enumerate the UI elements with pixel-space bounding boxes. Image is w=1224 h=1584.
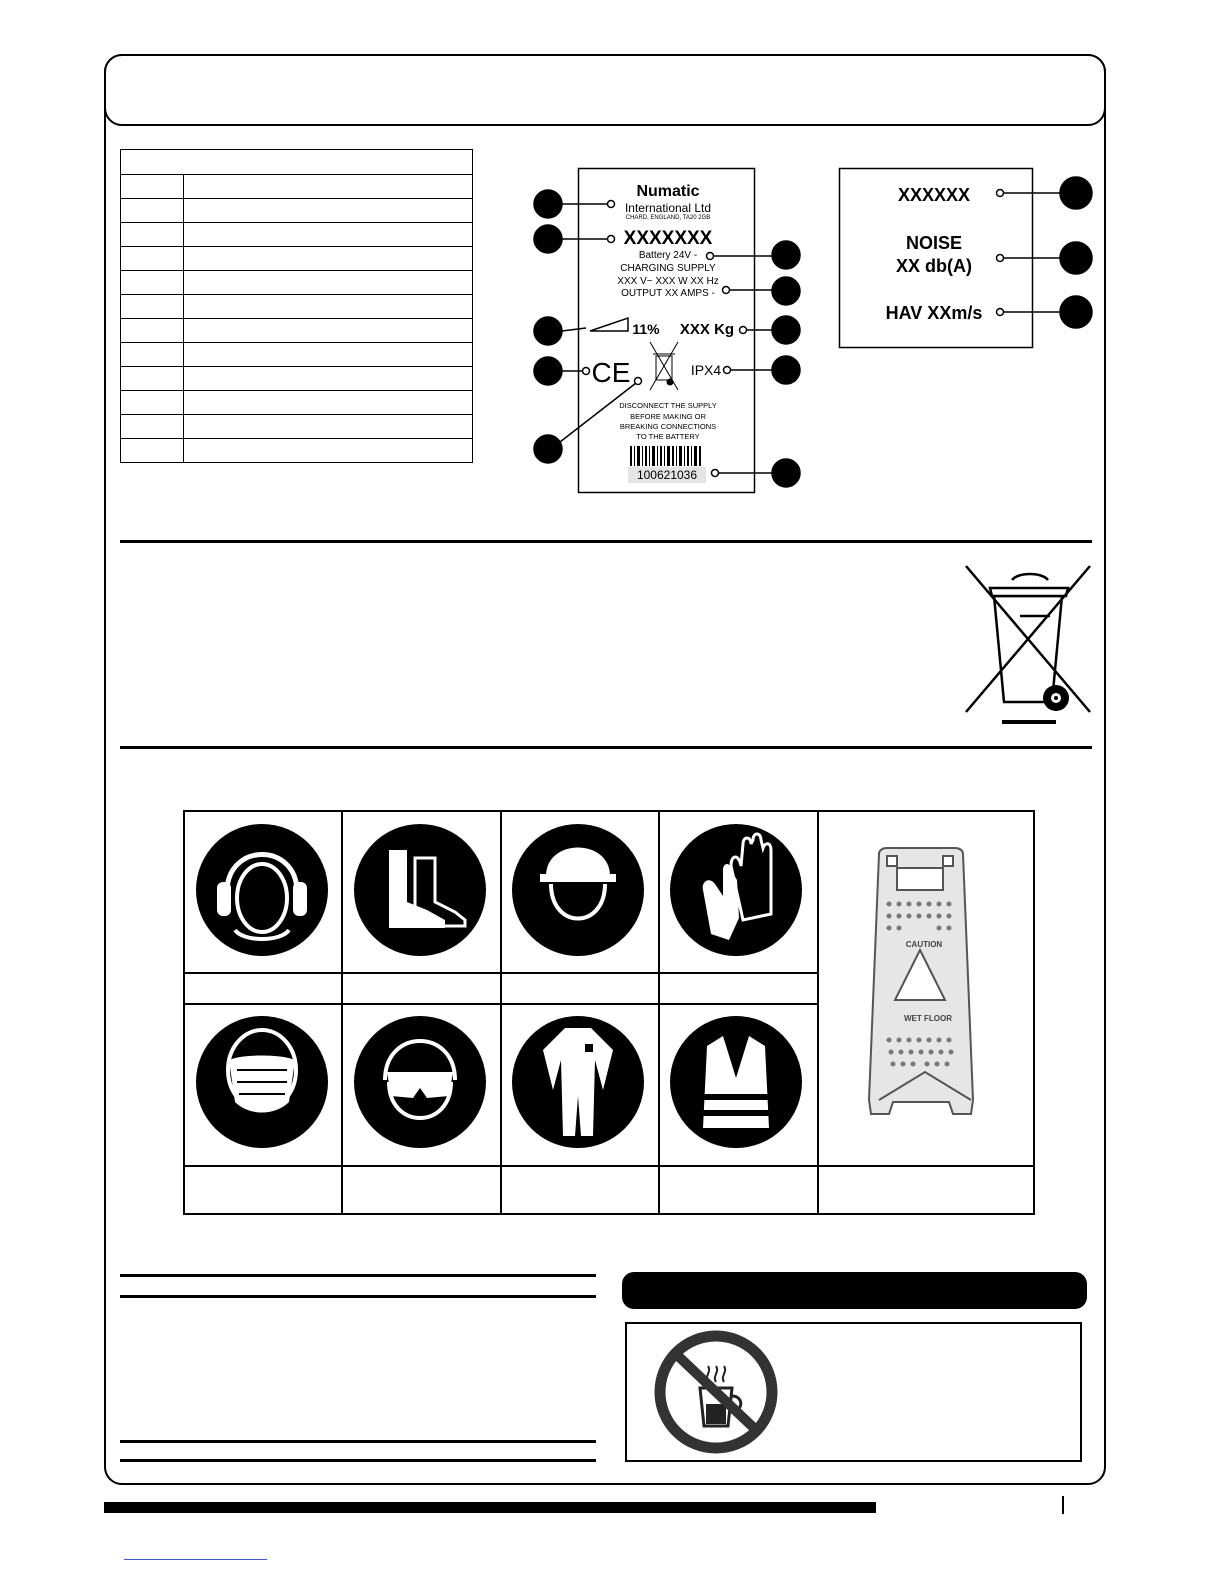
label-warning-line: DISCONNECT THE SUPPLY xyxy=(619,401,717,410)
callout-marker xyxy=(1060,242,1092,274)
safety-boots-icon xyxy=(354,824,486,956)
label-weight: XXX Kg xyxy=(679,321,735,338)
hi-vis-vest-icon xyxy=(670,1016,802,1148)
label-charging-supply: CHARGING SUPPLY xyxy=(620,263,716,274)
table-row xyxy=(121,439,473,463)
label-warning-line: BEFORE MAKING OR xyxy=(630,412,706,421)
callout-marker xyxy=(772,277,800,305)
footer-link-underline[interactable] xyxy=(124,1559,267,1560)
secondary-code: XXXXXX xyxy=(897,185,971,205)
table-row xyxy=(121,150,473,175)
ppe-icons xyxy=(183,810,1035,1215)
callout-marker xyxy=(772,316,800,344)
callout-marker xyxy=(1060,296,1092,328)
callout-marker xyxy=(534,317,562,345)
weee-crossed-bin-icon xyxy=(962,562,1096,728)
header-band xyxy=(104,54,1106,126)
no-drinking-icon xyxy=(648,1326,784,1458)
gloves-icon xyxy=(670,824,802,956)
table-row xyxy=(121,295,473,319)
label-gradient: 11% xyxy=(632,321,660,337)
caution-header-bar xyxy=(622,1272,1087,1309)
dust-mask-icon xyxy=(196,1016,328,1148)
table-row xyxy=(121,391,473,415)
table-row xyxy=(121,223,473,247)
section-divider xyxy=(120,746,1092,749)
callout-marker xyxy=(534,357,562,385)
wet-floor-caution-text: CAUTION xyxy=(905,940,943,949)
callout-marker xyxy=(1060,177,1092,209)
table-row xyxy=(121,415,473,439)
hav-value: HAV XXm/s xyxy=(885,303,983,323)
table-row xyxy=(121,247,473,271)
callout-marker xyxy=(534,225,562,253)
wet-floor-sign-icon xyxy=(869,848,973,1114)
wet-floor-text: WET FLOOR xyxy=(904,1014,952,1023)
safety-goggles-icon xyxy=(354,1016,486,1148)
barcode-number: 100621036 xyxy=(636,468,698,482)
ear-protection-icon xyxy=(196,824,328,956)
label-ip-rating: IPX4 xyxy=(690,362,722,378)
label-warning-line: TO THE BATTERY xyxy=(636,432,700,441)
label-brand: Numatic xyxy=(636,183,700,200)
label-company: International Ltd xyxy=(624,201,712,215)
overalls-icon xyxy=(512,1016,644,1148)
noise-title: NOISE xyxy=(905,233,962,253)
section-divider xyxy=(120,1459,596,1462)
label-address: CHARD, ENGLAND, TA20 2GB xyxy=(625,215,711,221)
callout-marker xyxy=(534,190,562,218)
table-row xyxy=(121,199,473,223)
section-divider xyxy=(120,1274,596,1277)
section-divider xyxy=(120,1440,596,1443)
callout-marker xyxy=(772,356,800,384)
table-row xyxy=(121,175,473,199)
callout-marker xyxy=(772,459,800,487)
hard-hat-icon xyxy=(512,824,644,956)
footer-bar xyxy=(104,1502,876,1513)
table-row xyxy=(121,367,473,391)
label-output: OUTPUT XX AMPS - xyxy=(621,288,715,299)
label-warning-line: BREAKING CONNECTIONS xyxy=(619,422,717,431)
specification-table xyxy=(120,149,473,463)
table-row xyxy=(121,271,473,295)
label-model: XXXXXXX xyxy=(623,228,713,249)
table-row xyxy=(121,319,473,343)
footer-divider xyxy=(1062,1496,1064,1514)
section-divider xyxy=(120,540,1092,543)
callout-marker xyxy=(534,435,562,463)
label-battery: Battery 24V - xyxy=(638,250,698,261)
ce-mark: CE xyxy=(591,357,631,388)
callout-marker xyxy=(772,241,800,269)
table-row xyxy=(121,343,473,367)
label-supply-values: XXX V~ XXX W XX Hz xyxy=(617,276,719,287)
noise-value: XX db(A) xyxy=(896,256,972,276)
section-divider xyxy=(120,1295,596,1298)
